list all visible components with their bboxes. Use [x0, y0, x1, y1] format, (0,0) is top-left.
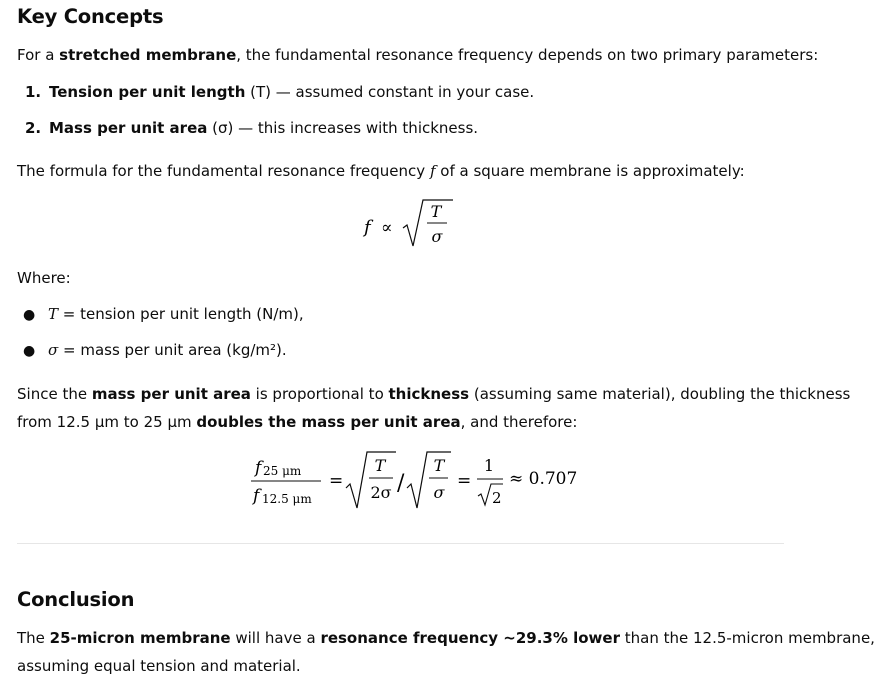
ratio-T2: T	[433, 456, 445, 475]
formula-numerator: T	[430, 202, 442, 221]
ratio-sqrt2: 2	[492, 489, 502, 507]
ratio-sub-top: 25 μm	[263, 464, 302, 478]
ratio-sub-bottom: 12.5 μm	[262, 492, 312, 506]
key-concepts-heading: Key Concepts	[17, 5, 164, 28]
where-label: Where:	[17, 269, 71, 287]
formula-intro-paragraph: The formula for the fundamental resonance frequency f of a square membrane is approximately:	[17, 162, 745, 180]
formula-f: f	[364, 217, 371, 238]
bullet-item-mass: ● σ = mass per unit area (kg/m²).	[23, 338, 287, 363]
ratio-formula	[243, 446, 578, 516]
bullet-dot: ●	[23, 307, 36, 323]
formula-propto: ∝	[381, 218, 393, 238]
section-divider	[17, 543, 784, 544]
since-paragraph-line-1: Since the mass per unit area is proportional to thickness (assuming same material), doubling the thickness	[17, 385, 851, 403]
ratio-one: 1	[483, 456, 495, 475]
ratio-den1: 2σ	[370, 483, 392, 502]
list-item-tension: 1. Tension per unit length (T) — assumed constant in your case.	[25, 83, 535, 101]
ratio-equals-2: =	[457, 471, 472, 491]
ratio-slash: /	[397, 471, 405, 496]
conclusion-paragraph-line-1: The 25-micron membrane will have a resonance frequency ~29.3% lower than the 12.5-micron membrane,	[17, 629, 875, 647]
ratio-approx: ≈ 0.707	[509, 469, 578, 489]
ratio-den2: σ	[433, 483, 445, 502]
formula-denominator: σ	[431, 227, 443, 246]
intro-paragraph: For a stretched membrane, the fundamental resonance frequency depends on two primary parameters:	[17, 46, 819, 64]
conclusion-heading: Conclusion	[17, 588, 135, 611]
conclusion-paragraph-line-2: assuming equal tension and material.	[17, 657, 301, 675]
ratio-f-bottom-letter: f	[253, 486, 260, 506]
since-paragraph-line-2: from 12.5 μm to 25 μm doubles the mass per unit area, and therefore:	[17, 413, 578, 431]
ratio-T1: T	[374, 456, 386, 475]
ratio-f-top-letter: f	[255, 458, 262, 478]
bullet-item-tension: ● T = tension per unit length (N/m),	[23, 302, 304, 327]
list-item-mass: 2. Mass per unit area (σ) — this increases with thickness.	[25, 119, 479, 137]
ratio-equals-1: =	[329, 471, 344, 491]
frequency-formula	[357, 196, 457, 256]
bullet-dot: ●	[23, 343, 36, 359]
